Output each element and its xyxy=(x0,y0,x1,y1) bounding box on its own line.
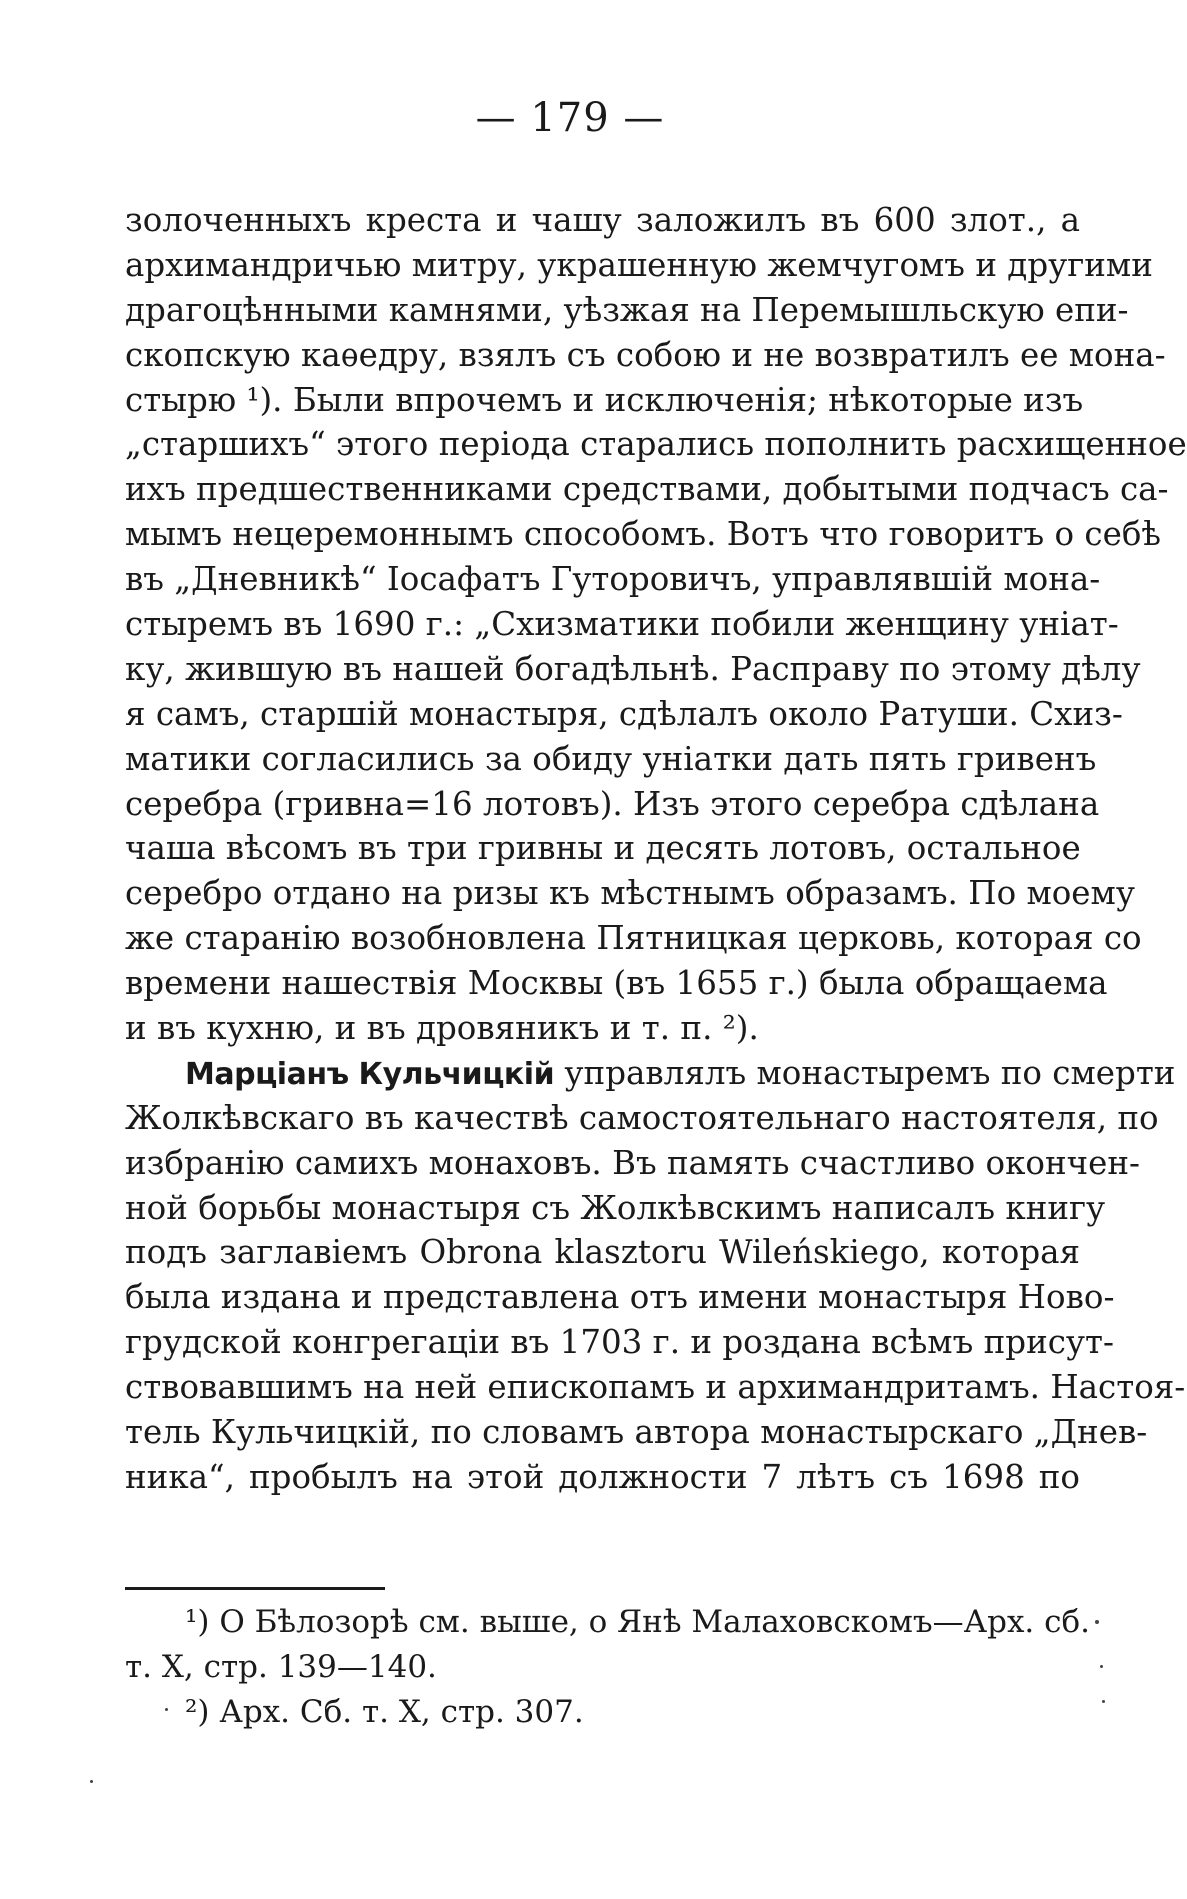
text-line: же старанію возобновлена Пятницкая церковь, которая со xyxy=(125,919,1142,958)
text-line: стыремъ въ 1690 г.: „Схизматики побили женщину уніат- xyxy=(125,605,1119,644)
main-text xyxy=(125,198,1187,1500)
text-line: мымъ нецеремоннымъ способомъ. Вотъ что говоритъ о себѣ xyxy=(125,515,1161,554)
text-line: тель Кульчицкій, по словамъ автора монастырскаго „Днев- xyxy=(125,1413,1148,1452)
text-line: Жолкѣвскаго въ качествѣ самостоятельнаго настоятеля, по xyxy=(125,1098,1159,1137)
footnote-divider xyxy=(125,1587,385,1590)
text-line: была издана и представлена отъ имени монастыря Ново- xyxy=(125,1278,1115,1317)
paragraph-2-first-line xyxy=(125,1051,1176,1096)
text-line: матики согласились за обиду уніатки дать пять гривенъ xyxy=(125,739,1097,778)
footnote-1-continued: т. X, стр. 139—140. xyxy=(125,1649,437,1685)
text-line: ихъ предшественниками средствами, добытыми подчасъ са- xyxy=(125,470,1169,509)
text-line: серебро отдано на ризы къ мѣстнымъ образамъ. По моему xyxy=(125,874,1135,913)
scan-speck xyxy=(90,1780,93,1783)
text-line: я самъ, старшій монастыря, сдѣлалъ около Ратуши. Схиз- xyxy=(125,694,1123,733)
text-line: ной борьбы монастыря съ Жолкѣвскимъ написалъ книгу xyxy=(125,1188,1106,1227)
text-fragment: управлялъ монастыремъ по смерти xyxy=(554,1053,1176,1092)
scan-speck xyxy=(165,1708,168,1711)
scan-speck xyxy=(1100,1665,1103,1668)
text-line: ствовавшимъ на ней епископамъ и архимандритамъ. Настоя- xyxy=(125,1368,1186,1407)
footnote-1: ¹) О Бѣлозорѣ см. выше, о Янѣ Малаховскомъ—Арх. сб. xyxy=(185,1604,1091,1640)
text-line: драгоцѣнными камнями, уѣзжая на Перемышльскую епи- xyxy=(125,290,1129,329)
page-number: — 179 — xyxy=(475,95,665,141)
scan-speck xyxy=(1102,1700,1105,1703)
scan-speck xyxy=(1095,1620,1099,1624)
person-name: Марціанъ Кульчицкій xyxy=(185,1056,555,1092)
text-line: серебра (гривна=16 лотовъ). Изъ этого серебра сдѣлана xyxy=(125,784,1100,823)
text-line: „старшихъ“ этого періода старались пополнить расхищенное xyxy=(125,425,1187,464)
text-line: ку, жившую въ нашей богадѣльнѣ. Расправу по этому дѣлу xyxy=(125,649,1141,688)
text-line: въ „Дневникѣ“ Іосафатъ Гуторовичъ, управлявшій мона- xyxy=(125,560,1101,599)
text-line: золоченныхъ креста и чашу заложилъ въ 600 злот., а xyxy=(125,201,1080,239)
text-line: стырю ¹). Были впрочемъ и исключенія; нѣкоторые изъ xyxy=(125,380,1084,419)
text-line: времени нашествія Москвы (въ 1655 г.) была обращаема xyxy=(125,964,1108,1003)
text-line: и въ кухню, и въ дровяникъ и т. п. ²). xyxy=(125,1009,759,1048)
footnotes xyxy=(125,1600,1091,1735)
text-line: подъ заглавіемъ Obrona klasztoru Wileńskiego, которая xyxy=(125,1233,1080,1272)
footnote-2: ²) Арх. Сб. т. X, стр. 307. xyxy=(185,1694,584,1730)
text-line: грудской конгрегаціи въ 1703 г. и роздана всѣмъ присут- xyxy=(125,1323,1115,1362)
text-line: скопскую каѳедру, взялъ съ собою и не возвратилъ ее мона- xyxy=(125,335,1166,374)
text-line: избранію самихъ монаховъ. Въ память счастливо окончен- xyxy=(125,1143,1141,1182)
text-line: чаша вѣсомъ въ три гривны и десять лотовъ, остальное xyxy=(125,829,1081,868)
text-line: архимандричью митру, украшенную жемчугомъ и другими xyxy=(125,245,1153,284)
text-line: ника“, пробылъ на этой должности 7 лѣтъ съ 1698 по xyxy=(125,1457,1080,1496)
